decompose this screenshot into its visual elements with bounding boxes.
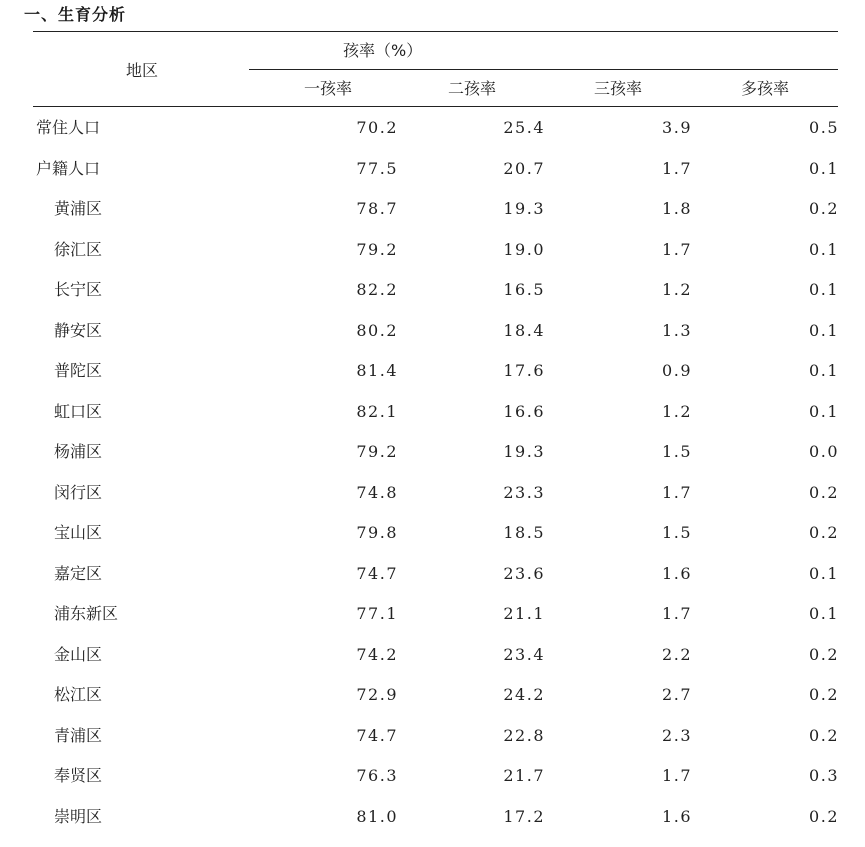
multi-child-rate-cell: 0.3	[809, 766, 839, 785]
table-row	[0, 148, 865, 189]
multi-child-rate-cell: 0.1	[809, 158, 839, 178]
second-child-rate-cell: 21.1	[503, 604, 545, 623]
region-name: 宝山区	[54, 523, 103, 542]
first-child-rate-cell: 70.2	[356, 118, 398, 137]
multi-child-rate-cell: 0.2	[809, 523, 839, 542]
second-child-rate-cell: 24.2	[503, 685, 545, 704]
header-rate-group: 孩率（%）	[343, 41, 423, 60]
multi-child-rate-cell: 0.1	[809, 239, 839, 259]
region-name: 普陀区	[54, 361, 103, 380]
table-row	[0, 229, 865, 270]
table-row	[0, 796, 865, 837]
region-name: 嘉定区	[54, 563, 103, 583]
table-row	[0, 674, 865, 715]
header-first-child-rate: 一孩率	[303, 79, 352, 98]
multi-child-rate-cell: 0.5	[809, 118, 839, 137]
region-name: 浦东新区	[54, 604, 119, 623]
region-name: 虹口区	[54, 401, 103, 421]
first-child-rate-cell: 74.7	[356, 563, 398, 583]
third-child-rate-cell: 1.5	[662, 523, 692, 542]
region-name: 杨浦区	[54, 442, 103, 461]
multi-child-rate-cell: 0.2	[809, 685, 839, 704]
multi-child-rate-cell: 0.2	[809, 644, 839, 664]
table-row	[0, 391, 865, 432]
second-child-rate-cell: 23.4	[503, 644, 545, 664]
region-name: 徐汇区	[54, 239, 103, 259]
third-child-rate-cell: 1.3	[662, 320, 692, 340]
third-child-rate-cell: 1.6	[662, 563, 692, 583]
table-row	[0, 634, 865, 675]
multi-child-rate-cell: 0.2	[809, 725, 839, 745]
first-child-rate-cell: 81.4	[356, 361, 398, 380]
table-row	[0, 107, 865, 148]
header-multi-child-rate: 多孩率	[740, 79, 789, 98]
header-group-rule	[249, 69, 838, 70]
third-child-rate-cell: 2.2	[662, 644, 692, 664]
region-name: 金山区	[54, 644, 103, 664]
multi-child-rate-cell: 0.1	[809, 361, 839, 380]
second-child-rate-cell: 19.0	[503, 239, 545, 259]
second-child-rate-cell: 17.2	[503, 806, 545, 826]
region-name: 户籍人口	[36, 158, 101, 178]
table-row	[0, 269, 865, 310]
table-row	[0, 593, 865, 634]
region-name: 黄浦区	[54, 199, 103, 218]
table-top-rule	[33, 31, 838, 32]
third-child-rate-cell: 1.7	[662, 239, 692, 259]
multi-child-rate-cell: 0.2	[809, 482, 839, 502]
region-name: 崇明区	[54, 806, 103, 826]
first-child-rate-cell: 74.2	[356, 644, 398, 664]
second-child-rate-cell: 23.6	[503, 563, 545, 583]
header-second-child-rate: 二孩率	[447, 79, 496, 98]
third-child-rate-cell: 1.2	[662, 280, 692, 299]
multi-child-rate-cell: 0.1	[809, 563, 839, 583]
multi-child-rate-cell: 0.0	[809, 442, 839, 461]
table-body	[0, 107, 865, 836]
table-row	[0, 755, 865, 796]
third-child-rate-cell: 3.9	[662, 118, 692, 137]
table-row	[0, 472, 865, 513]
second-child-rate-cell: 18.4	[503, 320, 545, 340]
multi-child-rate-cell: 0.2	[809, 199, 839, 218]
table-row	[0, 350, 865, 391]
multi-child-rate-cell: 0.2	[809, 806, 839, 826]
third-child-rate-cell: 1.8	[662, 199, 692, 218]
table-row	[0, 188, 865, 229]
second-child-rate-cell: 16.6	[503, 401, 545, 421]
second-child-rate-cell: 17.6	[503, 361, 545, 380]
second-child-rate-cell: 16.5	[503, 280, 545, 299]
region-name: 奉贤区	[54, 766, 103, 785]
first-child-rate-cell: 79.2	[356, 442, 398, 461]
third-child-rate-cell: 1.7	[662, 482, 692, 502]
third-child-rate-cell: 1.5	[662, 442, 692, 461]
second-child-rate-cell: 23.3	[503, 482, 545, 502]
first-child-rate-cell: 72.9	[356, 685, 398, 704]
table-row	[0, 715, 865, 756]
multi-child-rate-cell: 0.1	[809, 280, 839, 299]
third-child-rate-cell: 1.7	[662, 604, 692, 623]
second-child-rate-cell: 19.3	[503, 199, 545, 218]
first-child-rate-cell: 77.1	[356, 604, 398, 623]
header-region: 地区	[125, 61, 158, 80]
region-name: 松江区	[54, 685, 103, 704]
first-child-rate-cell: 82.1	[356, 401, 398, 421]
first-child-rate-cell: 74.7	[356, 725, 398, 745]
table-row	[0, 553, 865, 594]
second-child-rate-cell: 22.8	[503, 725, 545, 745]
second-child-rate-cell: 21.7	[503, 766, 545, 785]
second-child-rate-cell: 18.5	[503, 523, 545, 542]
third-child-rate-cell: 0.9	[662, 361, 692, 380]
third-child-rate-cell: 1.7	[662, 766, 692, 785]
multi-child-rate-cell: 0.1	[809, 401, 839, 421]
third-child-rate-cell: 2.7	[662, 685, 692, 704]
second-child-rate-cell: 20.7	[503, 158, 545, 178]
first-child-rate-cell: 80.2	[356, 320, 398, 340]
section-title: 一、生育分析	[24, 5, 127, 24]
first-child-rate-cell: 79.2	[356, 239, 398, 259]
first-child-rate-cell: 76.3	[356, 766, 398, 785]
first-child-rate-cell: 81.0	[356, 806, 398, 826]
multi-child-rate-cell: 0.1	[809, 604, 839, 623]
third-child-rate-cell: 1.2	[662, 401, 692, 421]
first-child-rate-cell: 78.7	[356, 199, 398, 218]
first-child-rate-cell: 82.2	[356, 280, 398, 299]
first-child-rate-cell: 74.8	[356, 482, 398, 502]
second-child-rate-cell: 25.4	[503, 118, 545, 137]
region-name: 长宁区	[54, 280, 103, 299]
header-third-child-rate: 三孩率	[593, 79, 642, 98]
table-row	[0, 512, 865, 553]
region-name: 青浦区	[54, 725, 103, 745]
region-name: 静安区	[54, 320, 103, 340]
table-row	[0, 431, 865, 472]
region-name: 常住人口	[36, 118, 101, 137]
table-row	[0, 310, 865, 351]
third-child-rate-cell: 2.3	[662, 725, 692, 745]
third-child-rate-cell: 1.6	[662, 806, 692, 826]
third-child-rate-cell: 1.7	[662, 158, 692, 178]
region-name: 闵行区	[54, 482, 103, 502]
first-child-rate-cell: 77.5	[356, 158, 398, 178]
second-child-rate-cell: 19.3	[503, 442, 545, 461]
first-child-rate-cell: 79.8	[356, 523, 398, 542]
multi-child-rate-cell: 0.1	[809, 320, 839, 340]
